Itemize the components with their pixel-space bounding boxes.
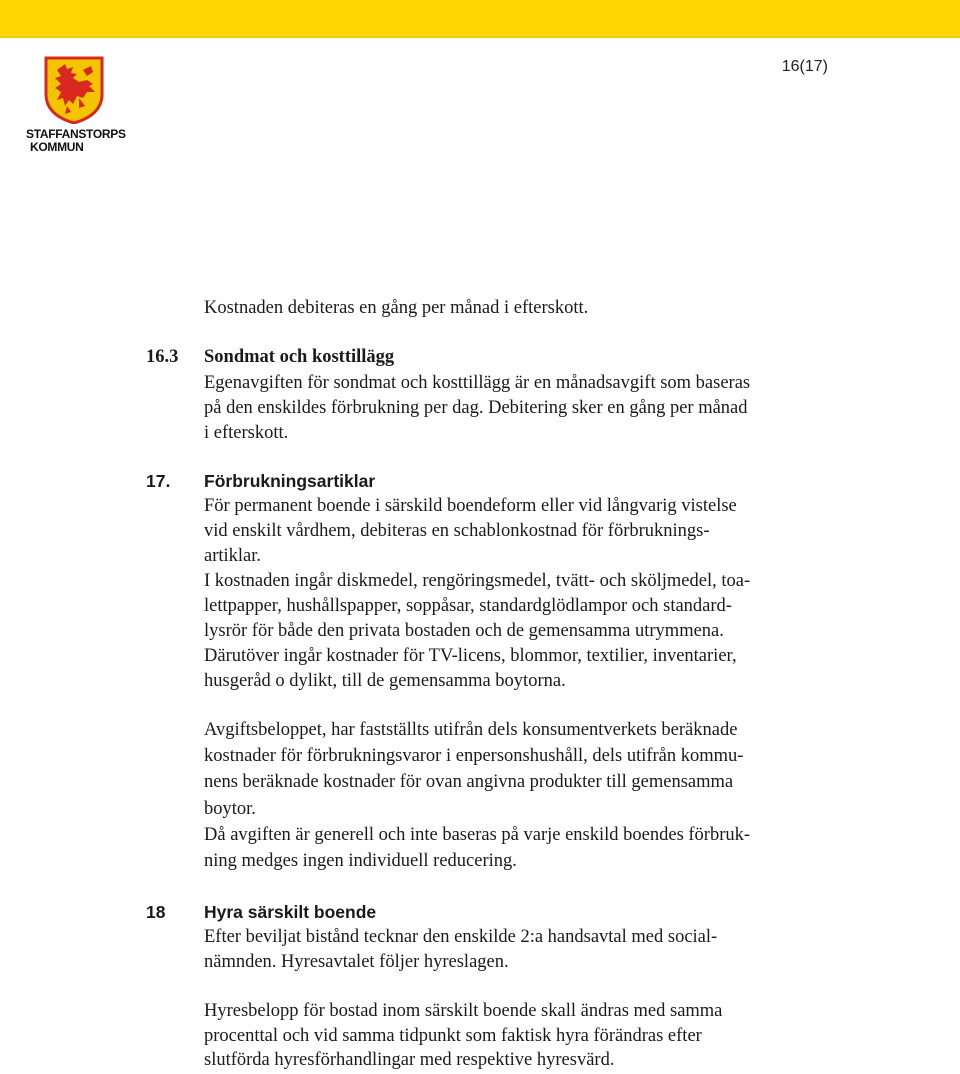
paragraph-line: nens beräknade kostnader för ovan angivna produkter till gemensamma [204, 772, 734, 792]
griffin-coat-of-arms-icon [43, 56, 105, 124]
paragraph-line: artiklar. [204, 546, 262, 566]
paragraph-line: ning medges ingen individuell reducering. [204, 851, 517, 871]
paragraph-line: boytor. [204, 799, 256, 819]
section-title-16-3: Sondmat och kosttillägg [204, 347, 395, 367]
paragraph-line: nämnden. Hyresavtalet följer hyreslagen. [204, 952, 509, 972]
paragraph-line: kostnader för förbrukningsvaror i enpersonshushåll, dels utifrån kommu- [204, 746, 744, 766]
top-color-bar [0, 0, 960, 38]
paragraph-line: Avgiftsbeloppet, har fastställts utifrån dels konsumentverkets beräknade [204, 720, 738, 740]
section-number-18: 18 [146, 902, 166, 922]
paragraph-line: på den enskildes förbrukning per dag. Debitering sker en gång per månad [204, 398, 748, 418]
section-title-17: Förbrukningsartiklar [204, 471, 376, 491]
paragraph-line: Hyresbelopp för bostad inom särskilt boende skall ändras med samma [204, 1001, 723, 1021]
municipality-logo [26, 56, 126, 154]
page-number: 16(17) [781, 58, 828, 75]
paragraph-line: lysrör för både den privata bostaden och de gemensamma utrymmena. [204, 621, 724, 641]
logo-line-2: KOMMUN [30, 140, 84, 154]
logo-line-1: STAFFANSTORPS [26, 127, 126, 141]
paragraph-line: procenttal och vid samma tidpunkt som faktisk hyra förändras efter [204, 1026, 702, 1046]
paragraph-line: Därutöver ingår kostnader för TV-licens, blommor, textilier, inventarier, [204, 646, 737, 666]
paragraph-line: husgeråd o dylikt, till de gemensamma boytorna. [204, 671, 566, 691]
paragraph-line: i efterskott. [204, 423, 289, 443]
paragraph-line: Efter beviljat bistånd tecknar den enskilde 2:a handsavtal med social- [204, 927, 718, 947]
paragraph-line: För permanent boende i särskild boendeform eller vid långvarig vistelse [204, 496, 737, 516]
paragraph-line: lettpapper, hushållspapper, soppåsar, standardglödlampor och standard- [204, 596, 732, 616]
paragraph-line: vid enskilt vårdhem, debiteras en schablonkostnad för förbruknings- [204, 521, 710, 541]
section-number-17: 17. [146, 471, 171, 491]
paragraph-line: I kostnaden ingår diskmedel, rengöringsmedel, tvätt- och sköljmedel, toa- [204, 571, 751, 591]
paragraph-line: slutförda hyresförhandlingar med respektive hyresvärd. [204, 1050, 615, 1070]
section-title-18: Hyra särskilt boende [204, 902, 377, 922]
logo-text [26, 128, 126, 154]
intro-text: Kostnaden debiteras en gång per månad i efterskott. [204, 298, 589, 318]
paragraph-line: Då avgiften är generell och inte baseras på varje enskild boendes förbruk- [204, 825, 751, 845]
section-number-16-3: 16.3 [146, 347, 179, 367]
paragraph-line: Egenavgiften för sondmat och kosttillägg är en månadsavgift som baseras [204, 373, 751, 393]
